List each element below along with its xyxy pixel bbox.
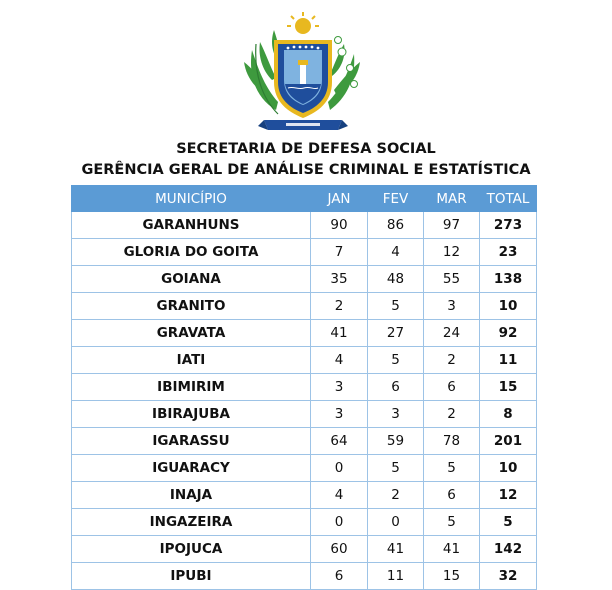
table-row <box>72 509 537 536</box>
jan-cell: 60 <box>311 536 368 563</box>
mar-cell: 2 <box>424 347 480 374</box>
mar-cell: 24 <box>424 320 480 347</box>
column-header-municipio: MUNICÍPIO <box>72 186 311 212</box>
table-header-row <box>72 186 537 212</box>
total-cell: 92 <box>480 320 537 347</box>
mar-cell: 41 <box>424 536 480 563</box>
jan-cell: 4 <box>311 482 368 509</box>
table-row <box>72 266 537 293</box>
municipio-cell: IBIMIRIM <box>72 374 311 401</box>
table-row <box>72 536 537 563</box>
mar-cell: 3 <box>424 293 480 320</box>
department-title: GERÊNCIA GERAL DE ANÁLISE CRIMINAL E ESTATÍSTICA <box>81 162 531 178</box>
jan-cell: 90 <box>311 212 368 239</box>
agency-title: SECRETARIA DE DEFESA SOCIAL <box>176 141 436 157</box>
fev-cell: 4 <box>368 239 424 266</box>
fev-cell: 41 <box>368 536 424 563</box>
coat-of-arms-icon <box>238 10 368 135</box>
total-cell: 5 <box>480 509 537 536</box>
total-cell: 142 <box>480 536 537 563</box>
jan-cell: 6 <box>311 563 368 590</box>
municipio-cell: IPUBI <box>72 563 311 590</box>
total-cell: 11 <box>480 347 537 374</box>
mar-cell: 12 <box>424 239 480 266</box>
municipio-cell: GARANHUNS <box>72 212 311 239</box>
mar-cell: 6 <box>424 482 480 509</box>
fev-cell: 11 <box>368 563 424 590</box>
fev-cell: 5 <box>368 455 424 482</box>
total-cell: 138 <box>480 266 537 293</box>
table-row <box>72 239 537 266</box>
municipio-cell: GRANITO <box>72 293 311 320</box>
mar-cell: 78 <box>424 428 480 455</box>
municipio-cell: IBIRAJUBA <box>72 401 311 428</box>
total-cell: 10 <box>480 293 537 320</box>
fev-cell: 59 <box>368 428 424 455</box>
municipio-cell: INGAZEIRA <box>72 509 311 536</box>
total-cell: 8 <box>480 401 537 428</box>
mar-cell: 5 <box>424 455 480 482</box>
column-header-jan: JAN <box>311 186 368 212</box>
jan-cell: 0 <box>311 455 368 482</box>
column-header-fev: FEV <box>368 186 424 212</box>
table-row <box>72 482 537 509</box>
total-cell: 12 <box>480 482 537 509</box>
table-row <box>72 401 537 428</box>
total-cell: 273 <box>480 212 537 239</box>
mar-cell: 6 <box>424 374 480 401</box>
column-header-total: TOTAL <box>480 186 537 212</box>
fev-cell: 0 <box>368 509 424 536</box>
column-header-mar: MAR <box>424 186 480 212</box>
table-row <box>72 428 537 455</box>
jan-cell: 64 <box>311 428 368 455</box>
mar-cell: 55 <box>424 266 480 293</box>
crime-statistics-table <box>71 185 537 590</box>
mar-cell: 5 <box>424 509 480 536</box>
fev-cell: 2 <box>368 482 424 509</box>
municipio-cell: GLORIA DO GOITA <box>72 239 311 266</box>
jan-cell: 3 <box>311 374 368 401</box>
municipio-cell: GOIANA <box>72 266 311 293</box>
table-row <box>72 293 537 320</box>
municipio-cell: IPOJUCA <box>72 536 311 563</box>
table-row <box>72 455 537 482</box>
jan-cell: 2 <box>311 293 368 320</box>
municipio-cell: IATI <box>72 347 311 374</box>
total-cell: 23 <box>480 239 537 266</box>
fev-cell: 5 <box>368 293 424 320</box>
fev-cell: 86 <box>368 212 424 239</box>
mar-cell: 2 <box>424 401 480 428</box>
total-cell: 15 <box>480 374 537 401</box>
table-row <box>72 374 537 401</box>
fev-cell: 5 <box>368 347 424 374</box>
fev-cell: 27 <box>368 320 424 347</box>
table-row <box>72 563 537 590</box>
jan-cell: 41 <box>311 320 368 347</box>
municipio-cell: INAJA <box>72 482 311 509</box>
mar-cell: 15 <box>424 563 480 590</box>
total-cell: 201 <box>480 428 537 455</box>
fev-cell: 3 <box>368 401 424 428</box>
jan-cell: 7 <box>311 239 368 266</box>
fev-cell: 48 <box>368 266 424 293</box>
total-cell: 10 <box>480 455 537 482</box>
municipio-cell: IGARASSU <box>72 428 311 455</box>
table-row <box>72 347 537 374</box>
jan-cell: 3 <box>311 401 368 428</box>
municipio-cell: IGUARACY <box>72 455 311 482</box>
table-row <box>72 320 537 347</box>
jan-cell: 0 <box>311 509 368 536</box>
municipio-cell: GRAVATA <box>72 320 311 347</box>
mar-cell: 97 <box>424 212 480 239</box>
fev-cell: 6 <box>368 374 424 401</box>
jan-cell: 4 <box>311 347 368 374</box>
table-row <box>72 212 537 239</box>
total-cell: 32 <box>480 563 537 590</box>
jan-cell: 35 <box>311 266 368 293</box>
